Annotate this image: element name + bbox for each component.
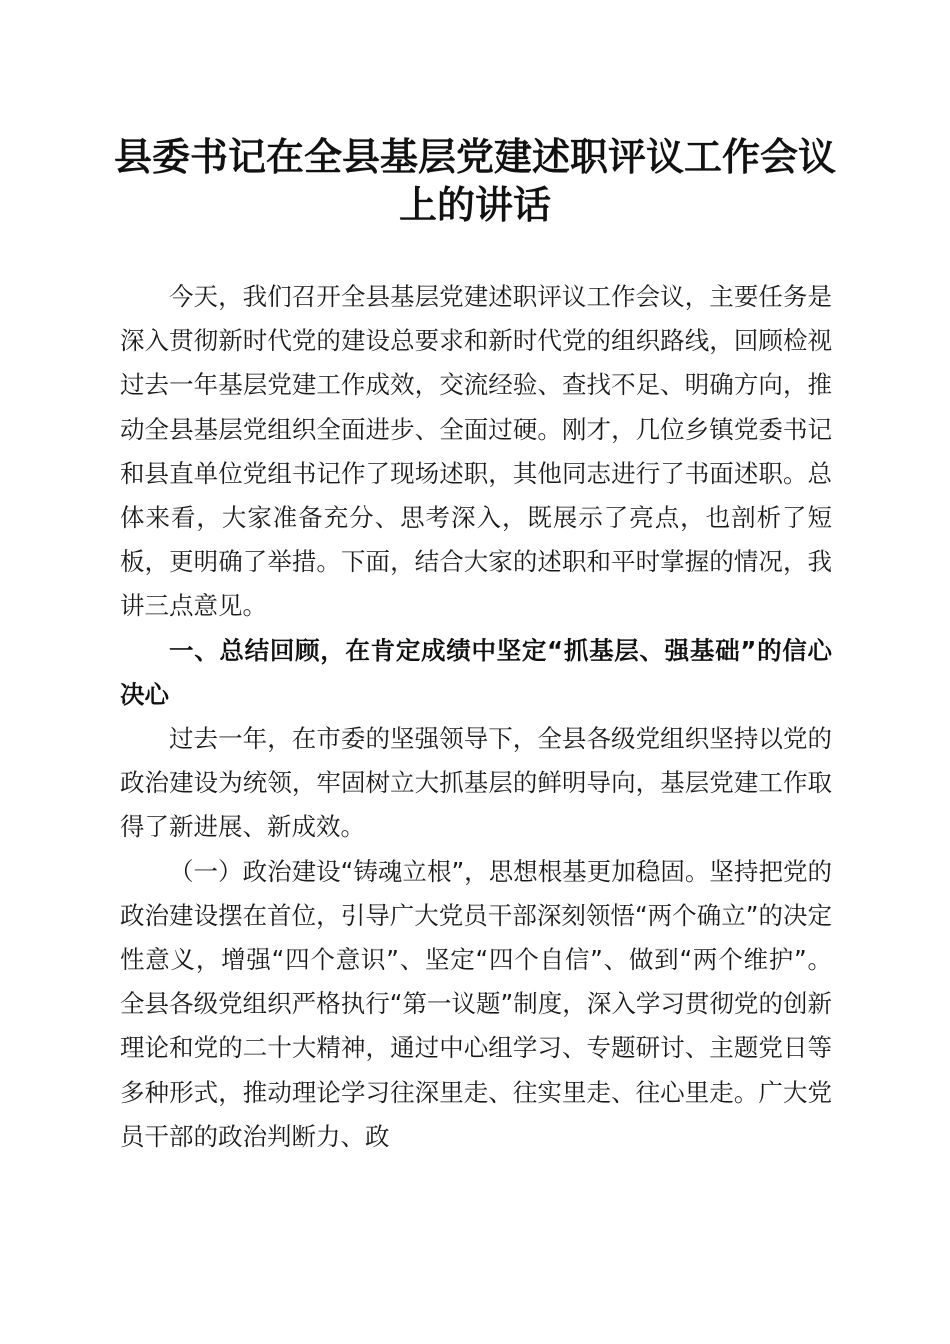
paragraph-section-1-intro: 过去一年，在市委的坚强领导下，全县各级党组织坚持以党的政治建设为统领，牢固树立大抓基层的鲜明导向，基层党建工作取得了新进展、新成效。 xyxy=(120,724,832,842)
document-body xyxy=(120,275,832,1159)
paragraph-opening: 今天，我们召开全县基层党建述职评议工作会议，主要任务是深入贯彻新时代党的建设总要求和新时代党的组织路线，回顾检视过去一年基层党建工作成效，交流经验、查找不足、明确方向，推动全县基层党组织全面进步、全面过硬。刚才，几位乡镇党委书记和县直单位党组书记作了现场述职，其他同志进行了书面述职。总体来看，大家准备充分、思考深入，既展示了亮点，也剖析了短板，更明确了举措。下面，结合大家的述职和平时掌握的情况，我讲三点意见。 xyxy=(120,282,832,621)
section-heading-1: 一、总结回顾，在肯定成绩中坚定“抓基层、强基础”的信心决心 xyxy=(120,635,832,709)
document-title: 县委书记在全县基层党建述职评议工作会议上的讲话 xyxy=(113,134,836,227)
paragraph-subsection-1: （一）政治建设“铸魂立根”，思想根基更加稳固。坚持把党的政治建设摆在首位，引导广大党员干部深刻领悟“两个确立”的决定性意义，增强“四个意识”、坚定“四个自信”、做到“两个维护”。全县各级党组织严格执行“第一议题”制度，深入学习贯彻党的创新理论和党的二十大精神，通过中心组学习、专题研讨、主题党日等多种形式，推动理论学习往深里走、往实里走、往心里走。广大党员干部的政治判断力、政 xyxy=(120,856,832,1151)
